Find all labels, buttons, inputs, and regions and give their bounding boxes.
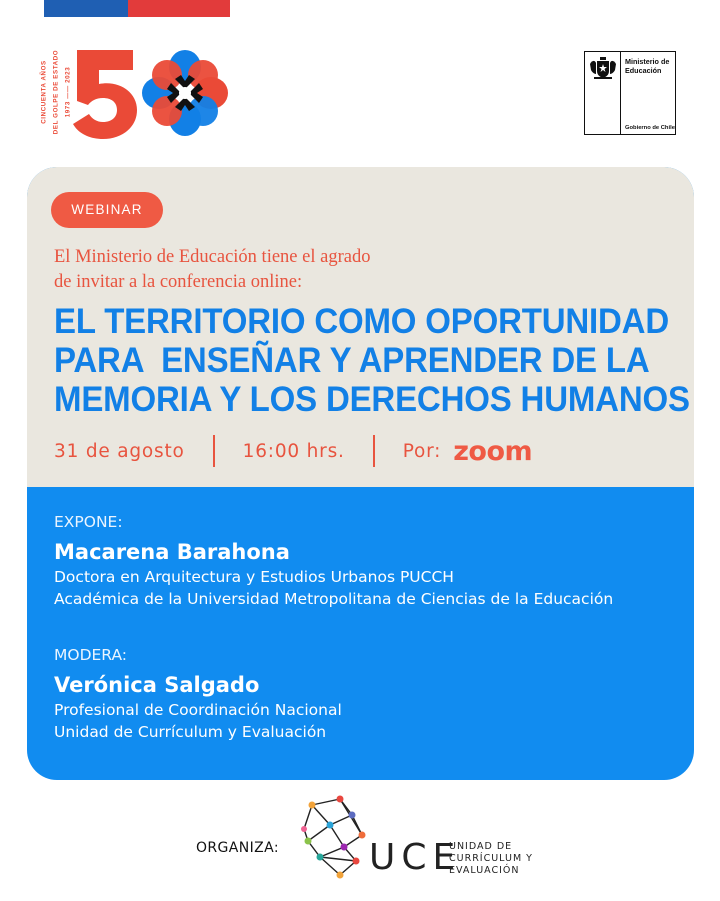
flag-blue-segment [44, 0, 128, 17]
speaker-name: Macarena Barahona [54, 540, 290, 564]
uce-full-name [449, 841, 533, 877]
flag-color-bar [44, 0, 230, 17]
uce-network-logo-icon [300, 795, 370, 880]
webinar-badge: WEBINAR [51, 192, 163, 228]
conference-title [54, 301, 690, 419]
speaker-credential-2: Académica de la Universidad Metropolitana de Ciencias de la Educación [54, 590, 614, 608]
intro-line1: El Ministerio de Educación tiene el agrado [54, 247, 371, 267]
speaker-label: EXPONE: [54, 513, 123, 531]
ministry-name: Ministerio de Educación [625, 57, 670, 75]
event-date: 31 de agosto [54, 440, 185, 462]
invitation-header-panel [27, 167, 694, 487]
intro-text [54, 245, 654, 295]
zoom-logo: zoom [453, 435, 533, 467]
platform-label: Por: [402, 440, 442, 462]
uce-acronym: UCE [369, 837, 462, 878]
event-details [54, 433, 532, 469]
uce-line3: EVALUACIÓN [449, 865, 520, 876]
uce-line1: UNIDAD DE [449, 841, 513, 852]
number-five-flower-logo [33, 44, 243, 139]
anniversary-line3: 1973 —— 2023 [64, 66, 72, 117]
moderator-credential-2: Unidad de Currículum y Evaluación [54, 723, 327, 741]
speaker-section [54, 512, 613, 610]
government-name: Gobierno de Chile [625, 125, 675, 131]
chile-coat-of-arms-icon [588, 56, 618, 80]
event-time: 16:00 hrs. [242, 440, 345, 462]
ministry-logo [584, 51, 676, 135]
flag-red-segment [128, 0, 230, 17]
intro-line2: de invitar a la conferencia online: [54, 272, 303, 292]
moderator-section [54, 645, 342, 743]
details-divider [213, 435, 215, 467]
moderator-label: MODERA: [54, 646, 127, 664]
title-line2: PARA ENSEÑAR Y APRENDER DE LA [54, 340, 650, 380]
moderator-name: Verónica Salgado [54, 673, 260, 697]
title-line3: MEMORIA Y LOS DERECHOS HUMANOS [54, 379, 690, 419]
anniversary-line1: CINCUENTA AÑOS [40, 59, 48, 124]
uce-line2: CURRÍCULUM Y [449, 853, 533, 864]
speaker-credential-1: Doctora en Arquitectura y Estudios Urbanos PUCCH [54, 568, 454, 586]
organizer-label: ORGANIZA: [196, 840, 280, 856]
invitation-card [27, 167, 694, 780]
anniversary-line2: DEL GOLPE DE ESTADO [52, 49, 60, 134]
moderator-credential-1: Profesional de Coordinación Nacional [54, 701, 342, 719]
fifty-years-logo [33, 44, 243, 139]
logo-divider [620, 52, 621, 134]
title-line1: EL TERRITORIO COMO OPORTUNIDAD [54, 301, 670, 341]
details-divider [373, 435, 375, 467]
